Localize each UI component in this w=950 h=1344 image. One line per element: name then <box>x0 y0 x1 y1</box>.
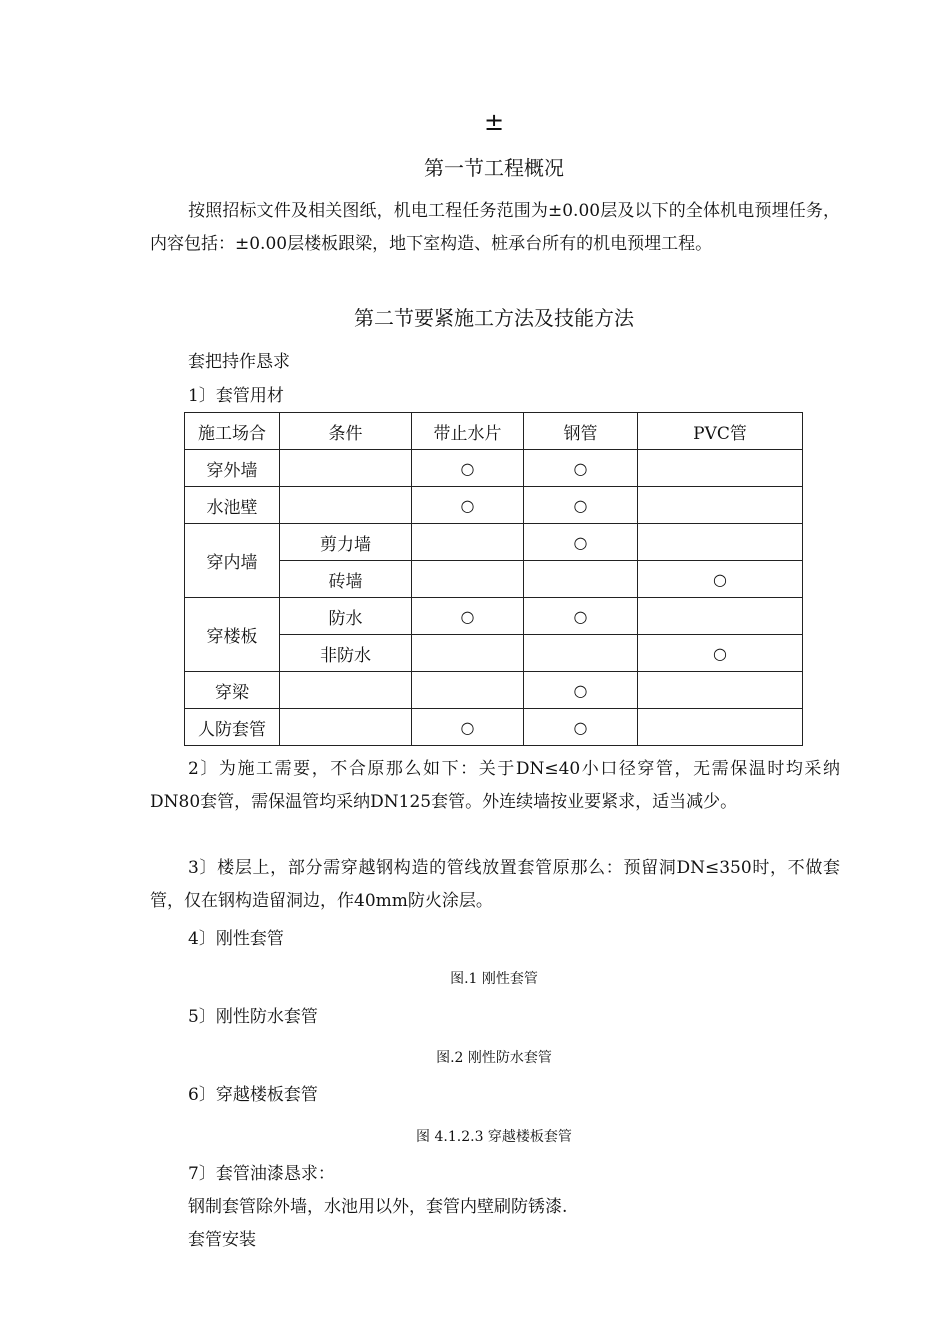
table-cell-steel: ○ <box>524 524 638 561</box>
item6-label: 6〕穿越楼板套管 <box>188 1085 318 1105</box>
table-cell-pvc <box>638 450 803 487</box>
table-cell-condition <box>280 450 412 487</box>
table-cell-water-stop: ○ <box>412 598 524 635</box>
table-cell-water-stop <box>412 635 524 672</box>
table-row <box>185 487 803 524</box>
table-cell-steel: ○ <box>524 709 638 746</box>
table-cell-condition <box>280 709 412 746</box>
plus-minus-symbol: ± <box>483 108 505 136</box>
figure1-caption: 图.1 刚性套管 <box>450 971 538 987</box>
item7-text: 钢制套管除外墙，水池用以外，套管内壁刷防锈漆. <box>188 1197 568 1217</box>
table-cell-steel: ○ <box>524 487 638 524</box>
table-cell-pvc <box>638 487 803 524</box>
table-cell-place: 穿外墙 <box>185 450 280 487</box>
item1-label: 1〕套管用材 <box>188 386 284 406</box>
table-cell-water-stop <box>412 561 524 598</box>
item5-label: 5〕刚性防水套管 <box>188 1007 318 1027</box>
table-cell-condition <box>280 487 412 524</box>
section1-paragraph <box>150 195 840 261</box>
table-cell-place: 穿楼板 <box>185 598 280 672</box>
table-cell-condition: 剪力墙 <box>280 524 412 561</box>
table-cell-water-stop: ○ <box>412 709 524 746</box>
table-cell-pvc: ○ <box>638 635 803 672</box>
table-cell-steel: ○ <box>524 672 638 709</box>
table-cell-steel <box>524 561 638 598</box>
table-cell-place: 穿梁 <box>185 672 280 709</box>
table-cell-steel: ○ <box>524 598 638 635</box>
table-header: PVC管 <box>638 413 803 450</box>
section1-paragraph-text: 按照招标文件及相关图纸，机电工程任务范围为±0.00层及以下的全体机电预埋任务，内容包括：±0.00层楼板跟梁，地下室构造、桩承台所有的机电预埋工程。 <box>150 201 840 254</box>
table-row <box>185 524 803 561</box>
table-header-row <box>185 413 803 450</box>
table-cell-condition: 防水 <box>280 598 412 635</box>
table-cell-pvc <box>638 672 803 709</box>
section2-subtitle: 套把持作恳求 <box>188 352 290 372</box>
table-cell-pvc <box>638 709 803 746</box>
table-cell-water-stop <box>412 672 524 709</box>
table-row <box>185 598 803 635</box>
table-cell-pvc: ○ <box>638 561 803 598</box>
table-header: 条件 <box>280 413 412 450</box>
table-row <box>185 672 803 709</box>
casing-material-table <box>184 412 803 746</box>
item7-label: 7〕套管油漆恳求： <box>188 1164 335 1184</box>
table-header: 施工场合 <box>185 413 280 450</box>
section2-heading: 第二节要紧施工方法及技能方法 <box>354 306 634 330</box>
table-cell-water-stop: ○ <box>412 487 524 524</box>
table-row <box>185 450 803 487</box>
item2-text: 2〕为施工需要，不合原那么如下：关于DN≤40小口径穿管，无需保温时均采纳DN80套管，需保温管均采纳DN125套管。外连续墙按业要紧求，适当减少。 <box>150 759 840 812</box>
table-cell-condition <box>280 672 412 709</box>
item3-text: 3〕楼层上，部分需穿越钢构造的管线放置套管原那么：预留洞DN≤350时，不做套管，仅在钢构造留洞边，作40mm防火涂层。 <box>150 858 840 911</box>
section1-heading: 第一节工程概况 <box>424 156 564 180</box>
item3-paragraph <box>150 852 840 918</box>
table-cell-water-stop: ○ <box>412 450 524 487</box>
table-cell-place: 水池壁 <box>185 487 280 524</box>
table-header: 钢管 <box>524 413 638 450</box>
table-cell-steel <box>524 635 638 672</box>
figure3-caption: 图 4.1.2.3 穿越楼板套管 <box>416 1129 572 1145</box>
table-cell-pvc <box>638 524 803 561</box>
table-cell-water-stop <box>412 524 524 561</box>
figure2-caption: 图.2 刚性防水套管 <box>436 1050 552 1066</box>
table-cell-place: 穿内墙 <box>185 524 280 598</box>
item4-label: 4〕刚性套管 <box>188 929 284 949</box>
casing-installation-heading: 套管安装 <box>188 1230 256 1250</box>
table-row <box>185 709 803 746</box>
item2-paragraph <box>150 753 840 819</box>
table-cell-pvc <box>638 598 803 635</box>
table-header: 带止水片 <box>412 413 524 450</box>
table-cell-condition: 非防水 <box>280 635 412 672</box>
table-cell-place: 人防套管 <box>185 709 280 746</box>
table-cell-condition: 砖墙 <box>280 561 412 598</box>
table-cell-steel: ○ <box>524 450 638 487</box>
